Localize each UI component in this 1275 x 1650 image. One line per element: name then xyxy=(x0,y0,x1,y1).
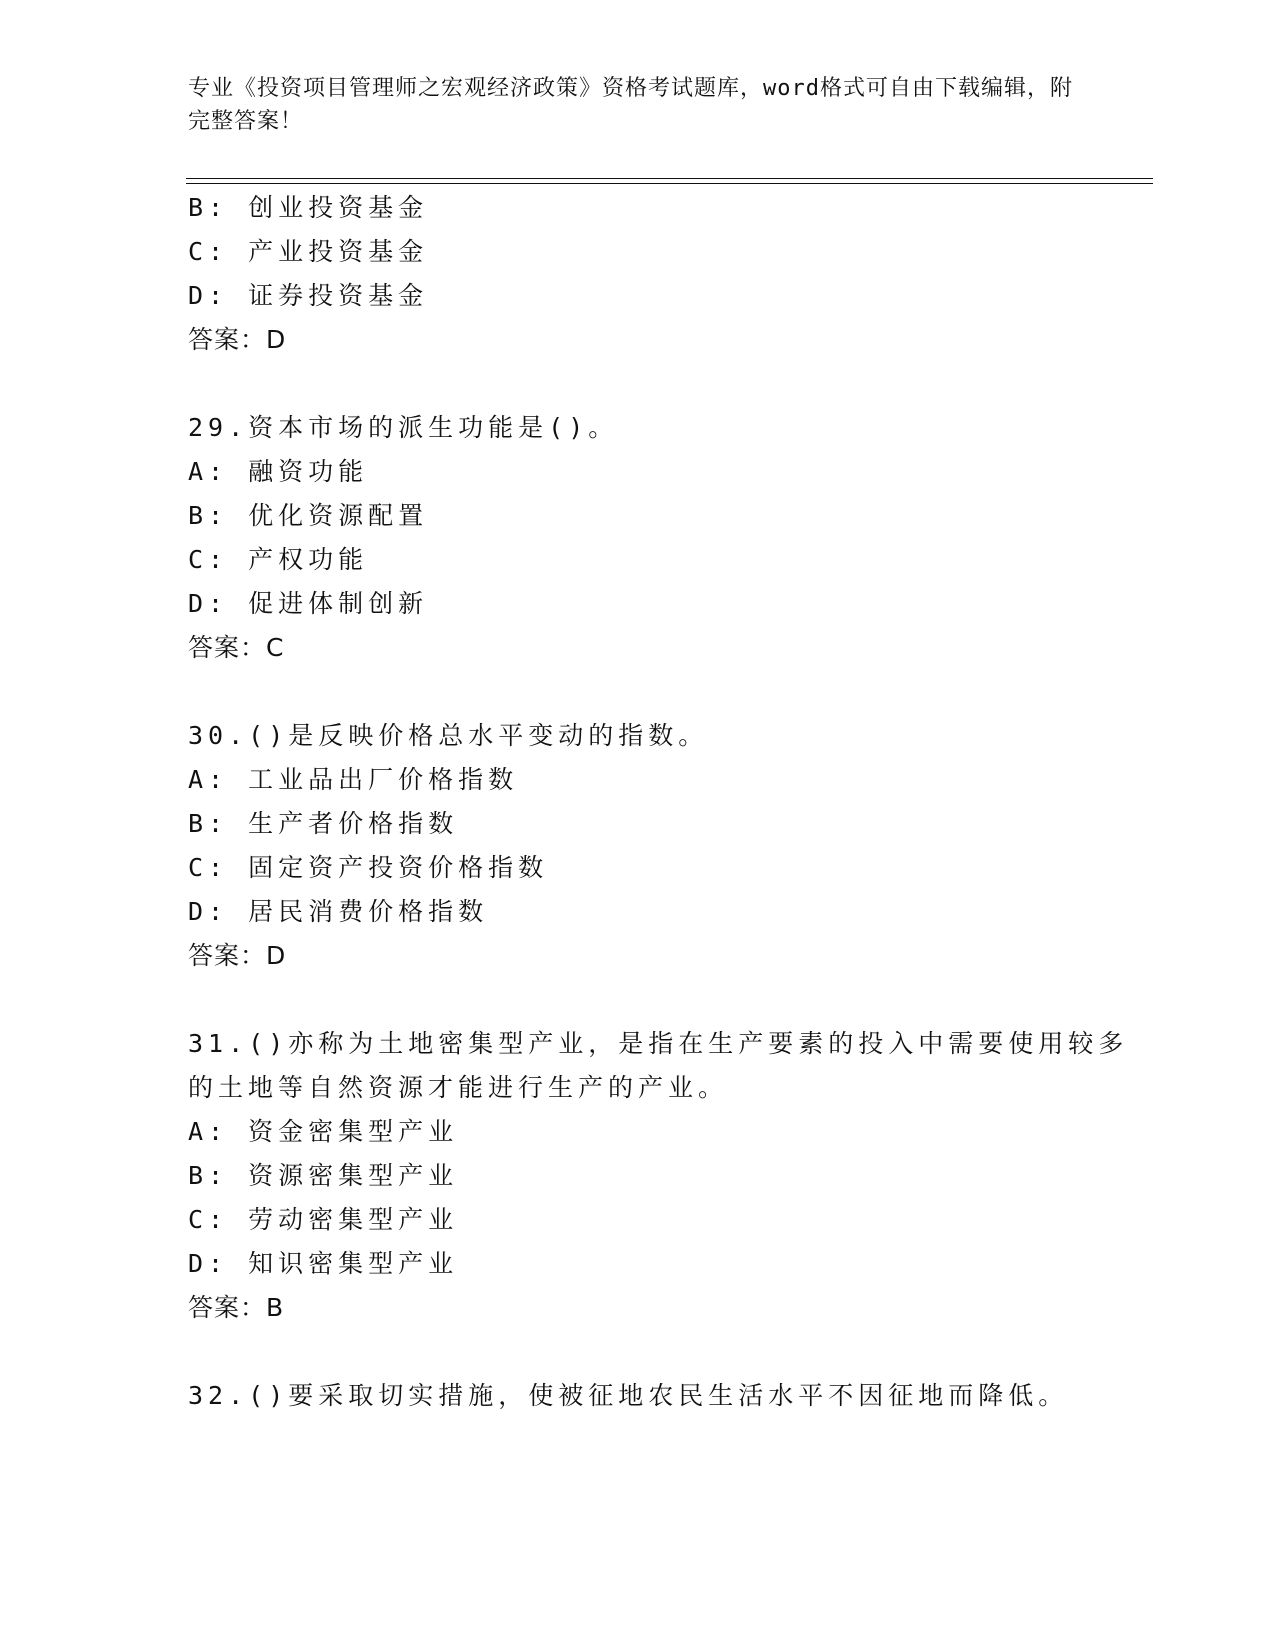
q28-option-d: D: 证券投资基金 xyxy=(188,281,429,310)
q30-option-b: B: 生产者价格指数 xyxy=(188,809,459,838)
q31-answer: 答案：B xyxy=(188,1293,285,1322)
q30-option-a: A: 工业品出厂价格指数 xyxy=(188,765,519,794)
q29-option-a: A: 融资功能 xyxy=(188,457,369,486)
q29-option-d: D: 促进体制创新 xyxy=(188,589,429,618)
q28-option-b: B: 创业投资基金 xyxy=(188,193,429,222)
q30-option-d: D: 居民消费价格指数 xyxy=(188,897,489,926)
q31-option-a: A: 资金密集型产业 xyxy=(188,1117,459,1146)
q29-answer: 答案：C xyxy=(188,633,285,662)
header-divider-bottom xyxy=(186,183,1153,184)
q31-option-d: D: 知识密集型产业 xyxy=(188,1249,459,1278)
q28-option-c: C: 产业投资基金 xyxy=(188,237,429,266)
q31-stem-line-1: 31.()亦称为土地密集型产业，是指在生产要素的投入中需要使用较多 xyxy=(188,1029,1129,1058)
q31-option-b: B: 资源密集型产业 xyxy=(188,1161,459,1190)
q29-stem: 29.资本市场的派生功能是()。 xyxy=(188,413,619,442)
q29-option-b: B: 优化资源配置 xyxy=(188,501,429,530)
header-divider-top xyxy=(186,178,1153,179)
q29-option-c: C: 产权功能 xyxy=(188,545,369,574)
q30-option-c: C: 固定资产投资价格指数 xyxy=(188,853,549,882)
q30-answer: 答案：D xyxy=(188,941,287,970)
q28-answer: 答案：D xyxy=(188,325,287,354)
q32-stem: 32.()要采取切实措施，使被征地农民生活水平不因征地而降低。 xyxy=(188,1381,1069,1410)
q31-stem-line-2: 的土地等自然资源才能进行生产的产业。 xyxy=(188,1073,729,1102)
q30-stem: 30.()是反映价格总水平变动的指数。 xyxy=(188,721,709,750)
q31-option-c: C: 劳动密集型产业 xyxy=(188,1205,459,1234)
document-header: 专业《投资项目管理师之宏观经济政策》资格考试题库，word格式可自由下载编辑，附完整答案！ xyxy=(188,76,1073,134)
